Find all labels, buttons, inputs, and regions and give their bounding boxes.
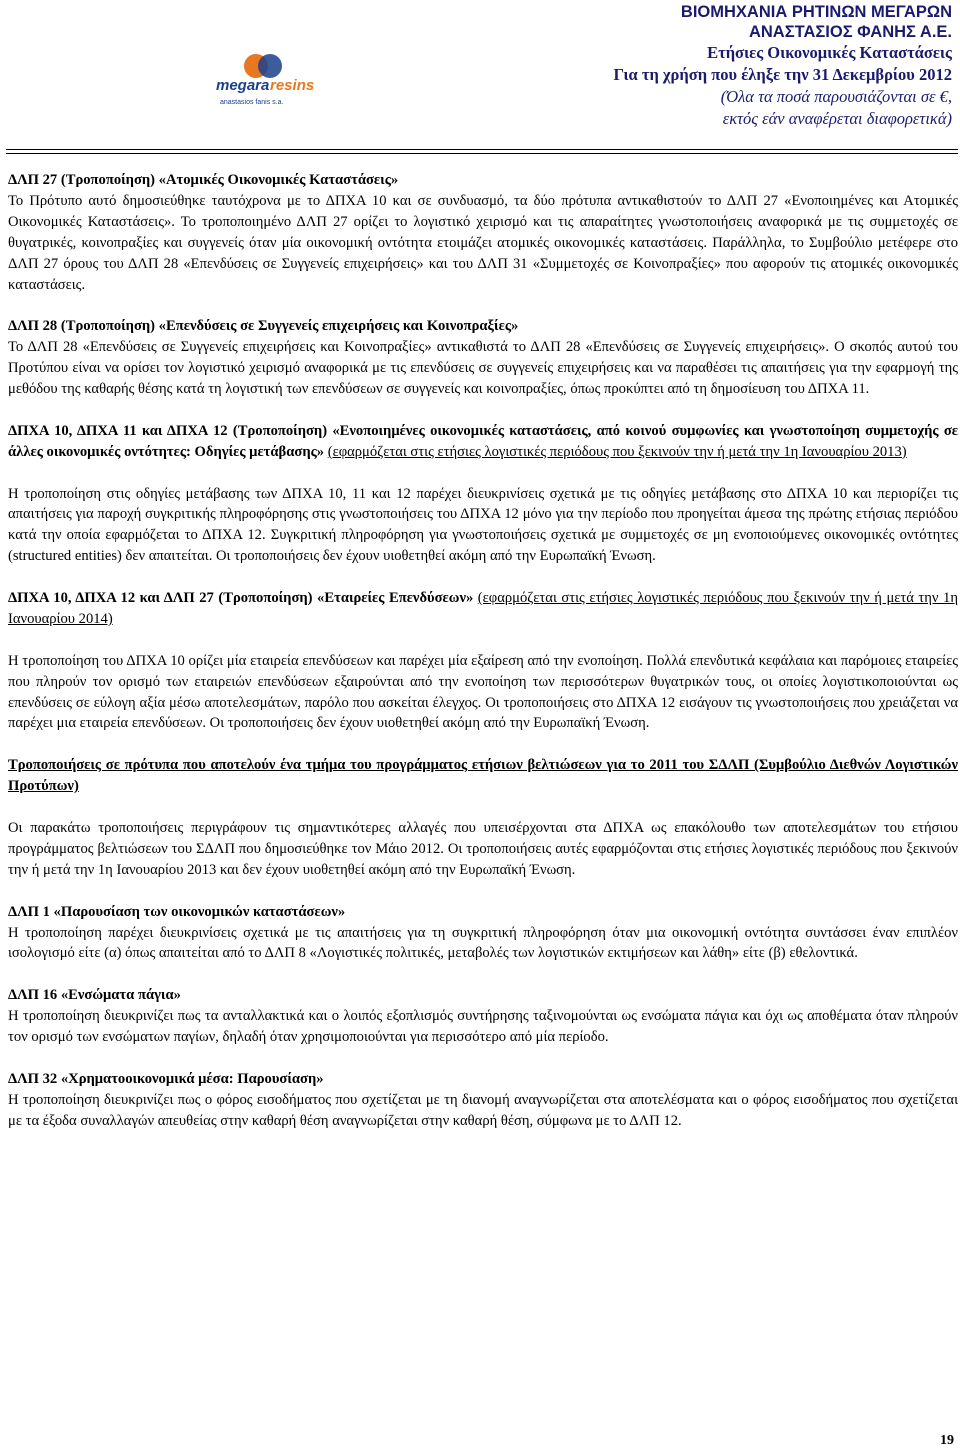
section-ias32-title: ΔΛΠ 32 «Χρηματοοικονομικά μέσα: Παρουσίαση»	[8, 1070, 324, 1087]
section-ifrs10-11-12-body: Η τροποποίηση στις οδηγίες μετάβασης των ΔΠΧΑ 10, 11 και 12 παρέχει διευκρινίσεις σχετικά με τις οδηγίες μετάβασης στο ΔΠΧΑ 10 και περιορίζει τις απαιτήσεις για παροχή συγκριτικής πληροφόρησης στις γνωστοποιήσεις του ΔΠΧΑ 12 μόνο για την περίοδο που προηγείται άμεσα της πρώτης ετήσιας περιόδου κατά την οποία εφαρμόζεται το ΔΠΧΑ 12. Συγκριτική πληροφόρηση για γνωστοποιήσεις σχετικά με συμμετοχές σε μη ενοποιούμενες οικονομικές οντότητες (structured entities) δεν απαιτείται. Οι τροποποιήσεις δεν έχουν υιοθετηθεί ακόμη από την Ευρωπαϊκή Ένωση.	[8, 485, 958, 565]
section-annual-improvements-body: Οι παρακάτω τροποποιήσεις περιγράφουν τις σημαντικότερες αλλαγές που υπεισέρχονται στα ΔΠΧΑ ως επακόλουθο των αποτελεσμάτων του ετήσιου προγράμματος βελτιώσεων του ΣΔΛΠ που δημοσιεύθηκε τον Μάιο 2012. Οι τροποποιήσεις αυτές εφαρμόζονται στις ετήσιες λογιστικές περιόδους που ξεκινούν την ή μετά την 1η Ιανουαρίου 2013 και δεν έχουν υιοθετηθεί ακόμη από την Ευρωπαϊκή Ένωση.	[8, 819, 958, 878]
section-ifrs10-11-12-applicability: (εφαρμόζεται στις ετήσιες λογιστικές περιόδους που ξεκινούν την ή μετά την 1η Ιανουαρίου 2013)	[327, 443, 907, 460]
section-annual-improvements-title: Τροποποιήσεις σε πρότυπα που αποτελούν ένα τμήμα του προγράμματος ετήσιων βελτιώσεων για το 2011 του ΣΔΛΠ (Συμβούλιο Διεθνών Λογιστικών Προτύπων)	[8, 757, 958, 795]
section-ias1-body: Η τροποποίηση παρέχει διευκρινίσεις σχετικά με τις απαιτήσεις για τη συγκριτική πληροφόρηση όταν μια οικονομική οντότητα συντάσσει έναν επιπλέον ισολογισμό είτε (α) όπως απαιτείται από το ΔΛΠ 8 «Λογιστικές πολιτικές, μεταβολές των λογιστικών εκτιμήσεων και λάθη» είτε (β) εθελοντικά.	[8, 924, 958, 962]
section-ifrs10-11-12-title: ΔΠΧΑ 10, ΔΠΧΑ 11 και ΔΠΧΑ 12 (Τροποποίηση) «Ενοποιημένες οικονομικές καταστάσεις, από κοινού συμφωνίες και γνωστοποίηση συμμετοχής σε άλλες οικονομικές οντότητες: Οδηγίες μετάβασης»	[8, 422, 958, 460]
section-investment-entities-applicability: (εφαρμόζεται στις ετήσιες λογιστικές περιόδους που ξεκινούν την ή μετά την 1η Ιανουαρίου 2014)	[8, 590, 958, 627]
section-ifrs10-11-12-heading	[8, 421, 958, 463]
report-header	[613, 2, 952, 130]
currency-note-line1: (Όλα τα ποσά παρουσιάζονται σε €,	[720, 87, 952, 106]
header-rule-thin	[6, 153, 958, 154]
section-ias27-body: Το Πρότυπο αυτό δημοσιεύθηκε ταυτόχρονα με το ΔΠΧΑ 10 και σε συνδυασμό, τα δύο πρότυπα αντικαθιστούν το ΔΛΠ 27 «Ενοποιημένες και Ατομικές Οικονομικές Καταστάσεις». Το τροποποιημένο ΔΛΠ 27 ορίζει το λογιστικό χειρισμό και τις απαραίτητες γνωστοποιήσεις αναφορικά με τις συμμετοχές σε θυγατρικές, κοινοπραξίες και συγγενείς όταν μία οικονομική οντότητα ετοιμάζει ατομικές οικονομικές καταστάσεις. Παράλληλα, το Συμβούλιο μετέφερε στο ΔΛΠ 27 όρους του ΔΛΠ 28 «Επενδύσεις σε Συγγενείς επιχειρήσεις» και του ΔΛΠ 31 «Συμμετοχές σε Κοινοπραξίες» που αφορούν τις ατομικές οικονομικές καταστάσεις.	[8, 192, 958, 293]
section-ias32-body: Η τροποποίηση διευκρινίζει πως ο φόρος εισοδήματος που σχετίζεται με τη διανομή αναγνωρίζεται στα αποτελέσματα και ο φόρος εισοδήματος που σχετίζεται με τα έξοδα συναλλαγών απευθείας στην καθαρή θέση αναγνωρίζεται στην καθαρή θέση, σύμφωνα με το ΔΛΠ 12.	[8, 1091, 958, 1129]
report-title: Ετήσιες Οικονομικές Καταστάσεις	[707, 43, 952, 62]
company-name-line1: ΒΙΟΜΗΧΑΝΙΑ ΡΗΤΙΝΩΝ ΜΕΓΑΡΩΝ	[680, 3, 952, 21]
logo-wordmark-2: resins	[270, 77, 315, 94]
logo-subtext: anastasios fanis s.a.	[220, 99, 284, 106]
document-body	[8, 170, 958, 1132]
logo-wordmark: megara	[216, 77, 270, 94]
section-ias28-body: Το ΔΛΠ 28 «Επενδύσεις σε Συγγενείς επιχειρήσεις και Κοινοπραξίες» αντικαθιστά το ΔΛΠ 28 «Επενδύσεις σε Συγγενείς επιχειρήσεις». Ο σκοπός αυτού του Προτύπου είναι να ορίσει τον λογιστικό χειρισμό αναφορικά με τις επενδύσεις σε συγγενείς επιχειρήσεις και να παραθέσει τις απαιτήσεις για την εφαρμογή της μεθόδου της καθαρής θέσης κατά τη λογιστική των επενδύσεων σε συγγενείς και κοινοπραξίες, όπως προκύπτει από τη δημοσίευση του ΔΠΧΑ 11.	[8, 339, 958, 398]
section-ias16-title: ΔΛΠ 16 «Ενσώματα πάγια»	[8, 987, 181, 1004]
logo-blue-circle	[258, 54, 282, 78]
section-investment-entities-title: ΔΠΧΑ 10, ΔΠΧΑ 12 και ΔΛΠ 27 (Τροποποίηση) «Εταιρείες Επενδύσεων»	[8, 590, 474, 607]
section-ias27-title: ΔΛΠ 27 (Τροποποίηση) «Ατομικές Οικονομικές Καταστάσεις»	[8, 172, 399, 188]
company-logo	[214, 46, 330, 110]
currency-note-line2: εκτός εάν αναφέρεται διαφορετικά)	[722, 109, 952, 128]
company-name-line2: ΑΝΑΣΤΑΣΙΟΣ ΦΑΝΗΣ Α.Ε.	[748, 23, 952, 41]
report-period: Για τη χρήση που έληξε την 31 Δεκεμβρίου 2012	[613, 65, 952, 84]
section-ias28-title: ΔΛΠ 28 (Τροποποίηση) «Επενδύσεις σε Συγγενείς επιχειρήσεις και Κοινοπραξίες»	[8, 318, 519, 335]
section-investment-entities-body: Η τροποποίηση του ΔΠΧΑ 10 ορίζει μία εταιρεία επενδύσεων και παρέχει μία εξαίρεση από την ενοποίηση. Πολλά επενδυτικά κεφάλαια και παρόμοιες εταιρείες που πληρούν τον ορισμό των εταιρειών επενδύσεων εξαιρούνται από την ενοποίηση των περισσότερων θυγατρικών τους, οι οποίες λογιστικοποιούνται ως επενδύσεις σε εύλογη αξία μέσω αποτελεσμάτων, παρόλο που ασκείται έλεγχος. Οι τροποποιήσεις στο ΔΠΧΑ 12 εισάγουν τις γνωστοποιήσεις που χρειάζεται να παρέχει μια εταιρεία επενδύσεων. Οι τροποποιήσεις δεν έχουν υιοθετηθεί ακόμη από την Ευρωπαϊκή Ένωση.	[8, 652, 958, 732]
section-investment-entities-heading	[8, 588, 958, 630]
section-ias1-title: ΔΛΠ 1 «Παρουσίαση των οικονομικών καταστάσεων»	[8, 903, 346, 920]
section-ias16-body: Η τροποποίηση διευκρινίζει πως τα ανταλλακτικά και ο λοιπός εξοπλισμός συντήρησης ταξινομούνται ως ενσώματα πάγια και όχι ως αποθέματα όταν πληρούν τον ορισμό των ενσώματων παγίων, δηλαδή όταν χρησιμοποιούνται για περισσότερο από μία περίοδο.	[8, 1008, 958, 1046]
page-number: 19	[940, 1433, 954, 1448]
header-rule-thick	[6, 149, 958, 150]
